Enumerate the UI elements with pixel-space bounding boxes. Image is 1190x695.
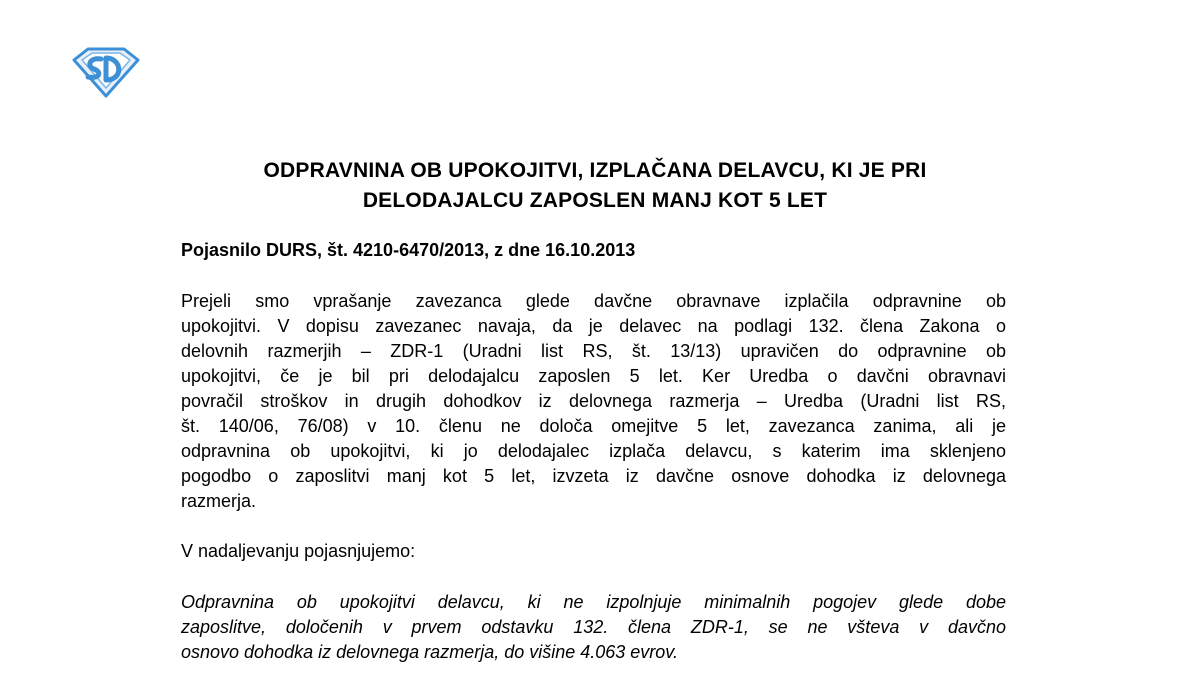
- intro-paragraph: [181, 539, 1006, 564]
- paragraph-line: upokojitvi, če je bil pri delodajalcu zaposlen 5 let. Ker Uredba o davčni obravnavi: [181, 366, 1006, 386]
- paragraph-line: delovnih razmerjih – ZDR-1 (Uradni list RS, št. 13/13) upravičen do odpravnine ob: [181, 341, 1006, 361]
- document-subtitle: Pojasnilo DURS, št. 4210-6470/2013, z dne 16.10.2013: [181, 240, 636, 260]
- paragraph-line: Odpravnina ob upokojitvi delavcu, ki ne izpolnjuje minimalnih pogojev glede dobe: [181, 592, 1006, 612]
- document-title-line: ODPRAVNINA OB UPOKOJITVI, IZPLAČANA DELAVCU, KI JE PRI: [263, 159, 927, 182]
- answer-paragraph: [181, 590, 1006, 665]
- paragraph-line: odpravnina ob upokojitvi, ki jo delodajalec izplača delavcu, s katerim ima sklenjeno: [181, 441, 1006, 461]
- paragraph-line: zaposlitve, določenih v prvem odstavku 132. člena ZDR-1, se ne všteva v davčno: [181, 617, 1006, 637]
- paragraph-line: V nadaljevanju pojasnjujemo:: [181, 541, 416, 561]
- paragraph-line: št. 140/06, 76/08) v 10. členu ne določa omejitve 5 let, zavezanca zanima, ali je: [181, 416, 1006, 436]
- paragraph-line: pogodbo o zaposlitvi manj kot 5 let, izvzeta iz davčne osnove dohodka iz delovnega: [181, 466, 1006, 486]
- paragraph-line: Prejeli smo vprašanje zavezanca glede davčne obravnave izplačila odpravnine ob: [181, 291, 1006, 311]
- paragraph-line: razmerja.: [181, 491, 257, 511]
- document-title: [150, 156, 1040, 216]
- sd-shield-logo-icon: [70, 46, 142, 98]
- paragraph-line: povračil stroškov in drugih dohodkov iz delovnega razmerja – Uredba (Uradni list RS,: [181, 391, 1006, 411]
- document-title-line: DELODAJALCU ZAPOSLEN MANJ KOT 5 LET: [362, 189, 828, 212]
- paragraph-line: osnovo dohodka iz delovnega razmerja, do višine 4.063 evrov.: [181, 642, 678, 662]
- question-paragraph: [181, 289, 1006, 514]
- paragraph-line: upokojitvi. V dopisu zavezanec navaja, da je delavec na podlagi 132. člena Zakona o: [181, 316, 1006, 336]
